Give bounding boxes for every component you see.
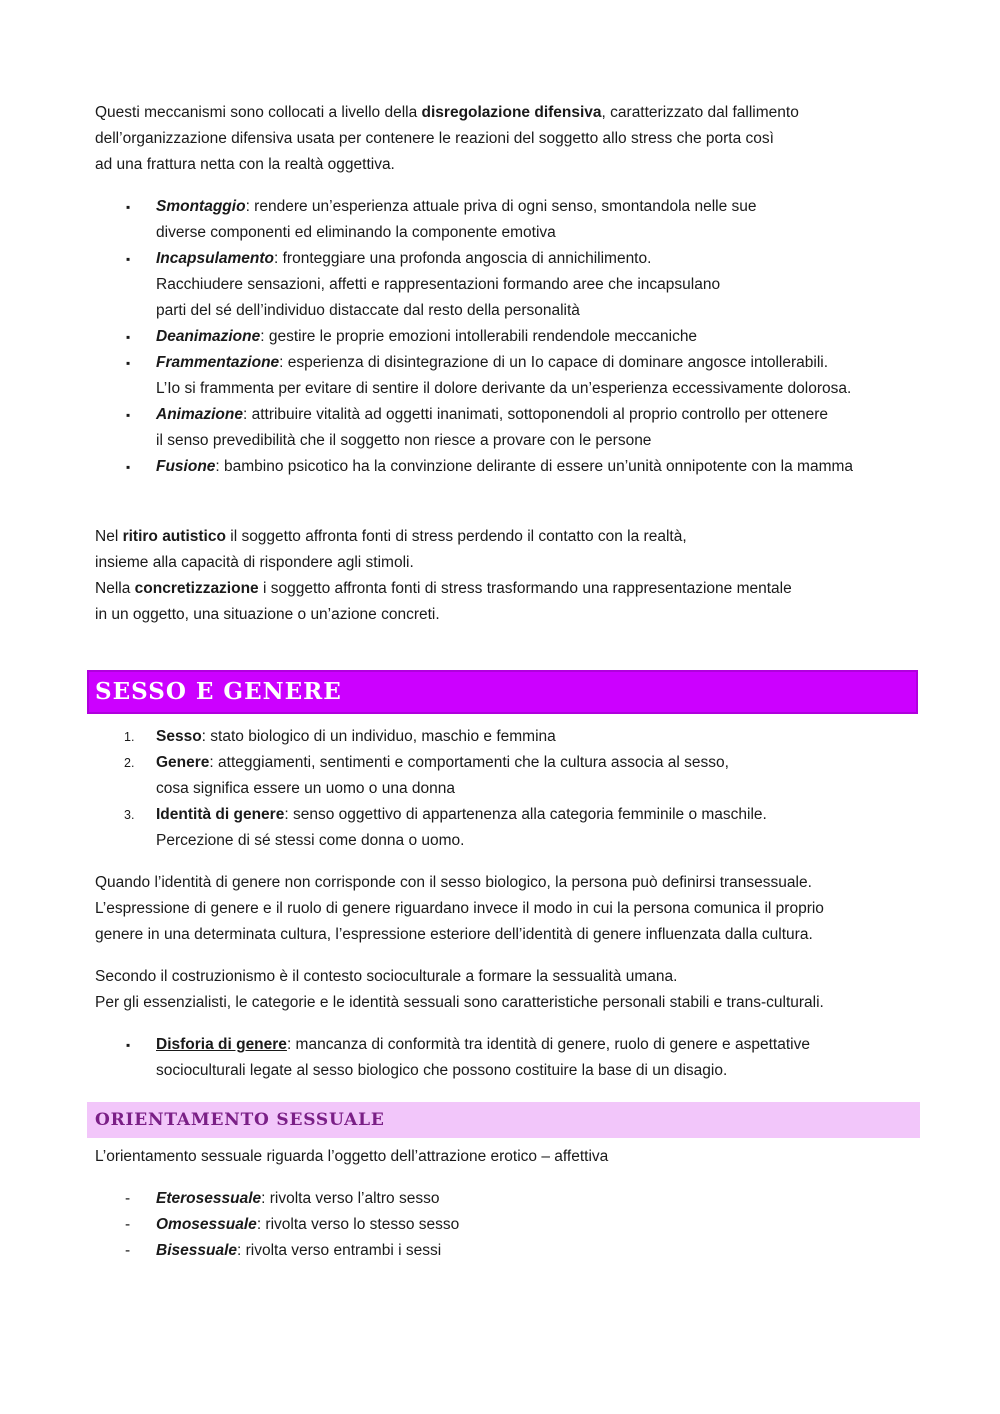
document-page xyxy=(95,100,920,1264)
list-item xyxy=(95,724,920,750)
bullet-icon: ▪ xyxy=(126,252,131,266)
orientation-desc: : rivolta verso l’altro sesso xyxy=(261,1190,440,1207)
intro-text: , caratterizzato dal fallimento xyxy=(601,104,799,121)
dash-icon: - xyxy=(125,1216,131,1233)
bullet-icon: ▪ xyxy=(126,460,131,474)
mechanisms-list xyxy=(95,194,920,480)
intro-line-3: ad una frattura netta con la realtà oggettiva. xyxy=(95,156,395,173)
list-item xyxy=(95,194,920,246)
mechanism-term: Fusione xyxy=(156,458,216,475)
orientation-term: Bisessuale xyxy=(156,1242,237,1259)
mechanism-desc: : rendere un’esperienza attuale priva di ogni senso, smontandola nelle sue xyxy=(245,198,757,215)
orientations-list xyxy=(95,1186,920,1264)
orientamento-intro: L’orientamento sessuale riguarda l’oggetto dell’attrazione erotico – affettiva xyxy=(95,1148,609,1165)
bullet-icon: ▪ xyxy=(126,408,131,422)
mechanism-term: Incapsulamento xyxy=(156,250,274,267)
mechanism-desc: L’Io si frammenta per evitare di sentire il dolore derivante da un’esperienza eccessivamente dolorosa. xyxy=(156,380,852,397)
mechanism-term: Smontaggio xyxy=(156,198,246,215)
mechanism-desc: parti del sé dell’individuo distaccate dal resto della personalità xyxy=(156,302,580,319)
mechanism-desc: : gestire le proprie emozioni intollerabili rendendole meccaniche xyxy=(260,328,698,345)
paragraph-line: Secondo il costruzionismo è il contesto socioculturale a formare la sessualità umana. xyxy=(95,968,678,985)
dash-icon: - xyxy=(125,1242,131,1259)
intro-line-2: dell’organizzazione difensiva usata per contenere le reazioni del soggetto allo stress che porta così xyxy=(95,130,774,147)
list-item xyxy=(95,324,920,350)
ritiro-term: ritiro autistico xyxy=(122,528,226,545)
section-heading-sesso-genere: SESSO E GENERE xyxy=(87,670,918,714)
intro-line-1 xyxy=(95,100,920,126)
mechanism-desc: : bambino psicotico ha la convinzione delirante di essere un’unità onnipotente con la mamma xyxy=(215,458,854,475)
ritiro-text: Nel xyxy=(95,528,123,545)
disforia-list xyxy=(95,1032,920,1084)
paragraph-line: L’espressione di genere e il ruolo di genere riguardano invece il modo in cui la persona comunica il proprio xyxy=(95,900,824,917)
mechanism-desc: diverse componenti ed eliminando la componente emotiva xyxy=(156,224,556,241)
definitions-list xyxy=(95,724,920,854)
definition-desc: Percezione di sé stessi come donna o uomo. xyxy=(156,832,465,849)
mechanism-desc: : esperienza di disintegrazione di un Io capace di dominare angosce intollerabili. xyxy=(279,354,829,371)
orientation-term: Omosessuale xyxy=(156,1216,257,1233)
mechanism-desc: : attribuire vitalità ad oggetti inanimati, sottoponendoli al proprio controllo per ottenere xyxy=(242,406,829,423)
ritiro-text: in un oggetto, una situazione o un’azione concreti. xyxy=(95,606,440,623)
definition-term: Sesso xyxy=(156,728,202,745)
ritiro-text: il soggetto affronta fonti di stress perdendo il contatto con la realtà, xyxy=(225,528,687,545)
disforia-desc: socioculturali legate al sesso biologico che possono costituire la base di un disagio. xyxy=(156,1062,728,1079)
paragraph-line: genere in una determinata cultura, l’espressione esteriore dell’identità di genere influenzata dalla cultura. xyxy=(95,926,813,943)
list-item xyxy=(95,1186,920,1212)
list-number: 1. xyxy=(124,730,135,744)
definition-term: Identità di genere xyxy=(156,806,285,823)
list-item xyxy=(95,1212,920,1238)
orientation-desc: : rivolta verso entrambi i sessi xyxy=(237,1242,442,1259)
bullet-icon: ▪ xyxy=(126,356,131,370)
disforia-desc: : mancanza di conformità tra identità di genere, ruolo di genere e aspettative xyxy=(286,1036,810,1053)
ritiro-text: insieme alla capacità di rispondere agli stimoli. xyxy=(95,554,414,571)
ritiro-text: Nella xyxy=(95,580,135,597)
orientation-desc: : rivolta verso lo stesso sesso xyxy=(256,1216,460,1233)
ritiro-text: i soggetto affronta fonti di stress trasformando una rappresentazione mentale xyxy=(258,580,792,597)
list-item xyxy=(95,1238,920,1264)
section-heading-orientamento: ORIENTAMENTO SESSUALE xyxy=(87,1102,920,1138)
list-item xyxy=(95,246,920,324)
list-item xyxy=(95,454,920,480)
definition-desc: : atteggiamenti, sentimenti e comportamenti che la cultura associa al sesso, xyxy=(209,754,729,771)
list-number: 3. xyxy=(124,808,135,822)
mechanism-desc: il senso prevedibilità che il soggetto non riesce a provare con le persone xyxy=(156,432,652,449)
definition-desc: cosa significa essere un uomo o una donna xyxy=(156,780,456,797)
paragraph-line: Per gli essenzialisti, le categorie e le identità sessuali sono caratteristiche personali stabili e trans-culturali. xyxy=(95,994,824,1011)
orientation-term: Eterosessuale xyxy=(156,1190,262,1207)
mechanism-desc: : fronteggiare una profonda angoscia di annichilimento. xyxy=(274,250,652,267)
intro-term: disregolazione difensiva xyxy=(421,104,602,121)
concretizzazione-term: concretizzazione xyxy=(134,580,259,597)
bullet-icon: ▪ xyxy=(126,330,131,344)
mechanism-term: Frammentazione xyxy=(156,354,280,371)
definition-desc: : senso oggettivo di appartenenza alla categoria femminile o maschile. xyxy=(284,806,767,823)
list-item xyxy=(95,1032,920,1084)
bullet-icon: ▪ xyxy=(126,200,131,214)
list-item xyxy=(95,750,920,802)
list-item xyxy=(95,350,920,402)
list-item xyxy=(95,402,920,454)
mechanism-desc: Racchiudere sensazioni, affetti e rappresentazioni formando aree che incapsulano xyxy=(156,276,721,293)
identita-paragraph xyxy=(95,870,920,948)
mechanism-term: Animazione xyxy=(156,406,243,423)
paragraph-line: Quando l’identità di genere non corrisponde con il sesso biologico, la persona può definirsi transessuale. xyxy=(95,874,812,891)
disforia-term: Disforia di genere xyxy=(156,1036,287,1053)
definition-term: Genere xyxy=(156,754,210,771)
ritiro-paragraph xyxy=(95,524,920,628)
intro-paragraph xyxy=(95,100,920,178)
definition-desc: : stato biologico di un individuo, maschio e femmina xyxy=(201,728,556,745)
costruzionismo-paragraph xyxy=(95,964,920,1016)
intro-text: Questi meccanismi sono collocati a livello della xyxy=(95,104,422,121)
mechanism-term: Deanimazione xyxy=(156,328,261,345)
list-number: 2. xyxy=(124,756,135,770)
dash-icon: - xyxy=(125,1190,131,1207)
bullet-icon: ▪ xyxy=(126,1038,131,1052)
list-item xyxy=(95,802,920,854)
